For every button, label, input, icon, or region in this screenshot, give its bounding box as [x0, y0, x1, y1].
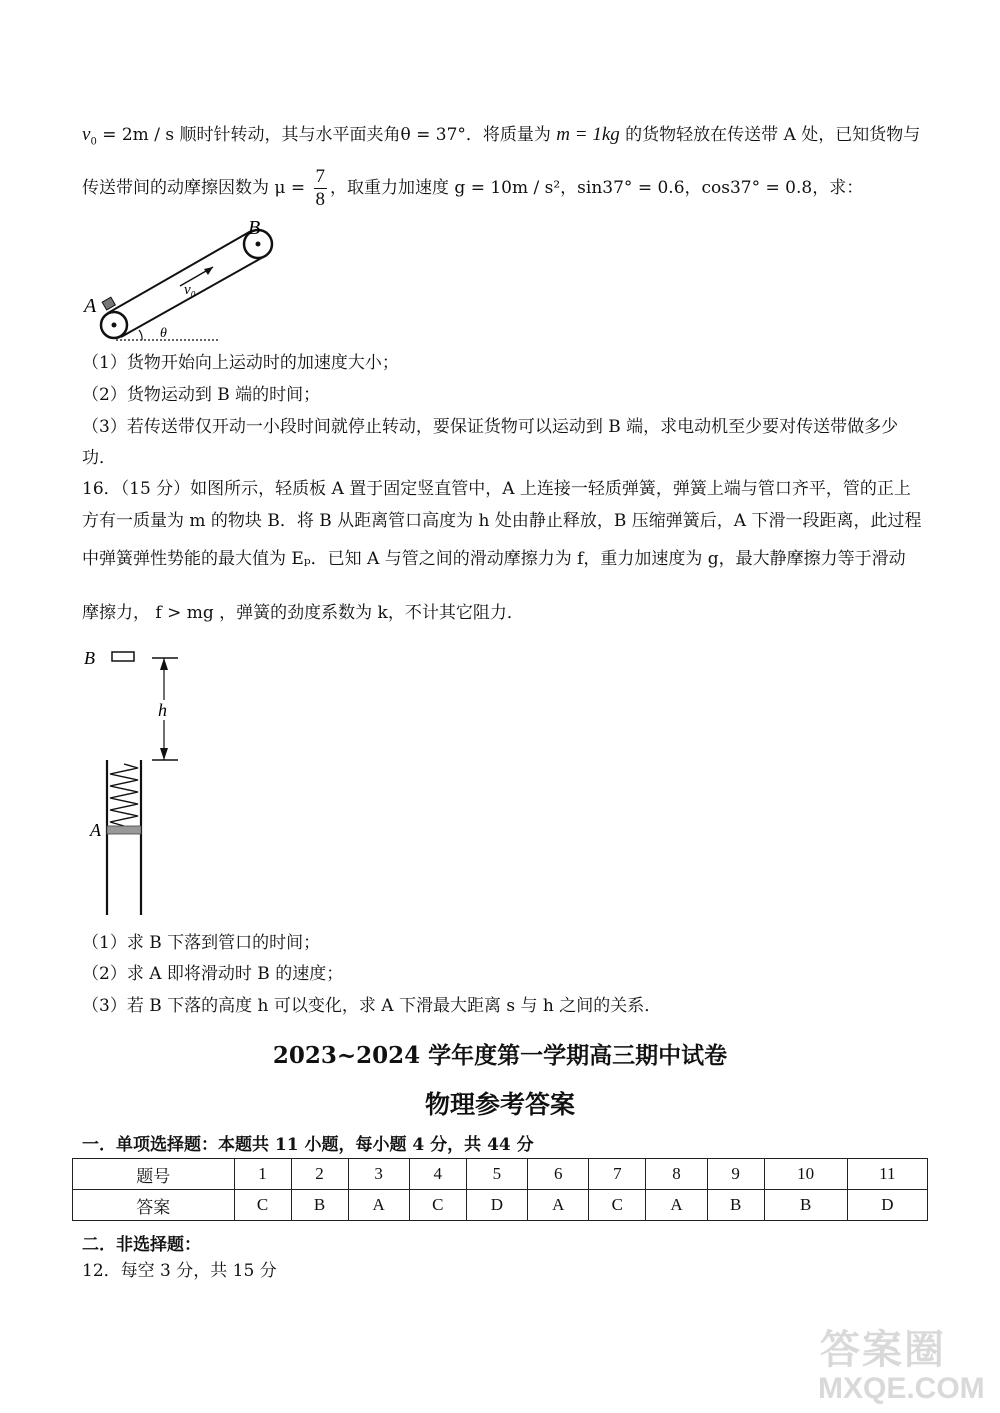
table-cell: 1 — [234, 1159, 291, 1190]
p16-line-2: 方有一质量为 m 的物块 B．将 B 从距离管口高度为 h 处由静止释放，B 压缩弹簧后，A 下滑一段距离，此过程 — [82, 511, 922, 531]
table-cell: B — [764, 1190, 847, 1221]
watermark-bottom: MXQE.COM — [818, 1372, 985, 1405]
table-cell: C — [234, 1190, 291, 1221]
table-cell: 9 — [707, 1159, 764, 1190]
p16-q3: （3）若 B 下落的高度 h 可以变化，求 A 下滑最大距离 s 与 h 之间的关系． — [82, 996, 662, 1016]
label-b: B — [248, 217, 261, 239]
label-block-b: B — [84, 648, 95, 668]
conveyor-figure — [80, 212, 280, 347]
section-1-heading: 一．单项选择题：本题共 11 小题，每小题 4 分，共 44 分 — [82, 1135, 534, 1155]
plate-a — [107, 826, 141, 834]
tube-spring-figure — [80, 640, 190, 920]
p15-line-2: 传送带间的动摩擦因数为 μ = $\frac{7}{8}$ ，取重力加速度 g = 10m / s²，sin37° = 0.6，cos37° = 0.8，求： — [82, 166, 864, 210]
table-cell: 5 — [466, 1159, 527, 1190]
p15-line-1: $v_0 = 2m / s$ 顺时针转动，其与水平面夹角θ = 37°．将质量为 m = 1kg 的货物轻放在传送带 A 处，已知货物与 — [82, 124, 921, 148]
watermark-top: 答案圈 — [820, 1328, 946, 1372]
label-a: A — [84, 295, 97, 317]
table-cell: B — [291, 1190, 348, 1221]
table-cell: 8 — [646, 1159, 707, 1190]
table-cell: D — [466, 1190, 527, 1221]
table-cell: A — [646, 1190, 707, 1221]
p15-q3-cont: 功． — [82, 448, 116, 468]
table-cell: D — [847, 1190, 927, 1221]
table-cell: 10 — [764, 1159, 847, 1190]
label-theta: θ — [160, 326, 167, 341]
row-head-answer: 答案 — [73, 1190, 235, 1221]
p15-q3: （3）若传送带仅开动一小段时间就停止转动，要保证货物可以运动到 B 端，求电动机至少要对传送带做多少 — [82, 417, 899, 437]
label-h: h — [158, 700, 167, 720]
table-cell: C — [589, 1190, 646, 1221]
table-cell: A — [528, 1190, 589, 1221]
table-row-numbers — [73, 1159, 928, 1190]
table-cell: 7 — [589, 1159, 646, 1190]
table-cell: 6 — [528, 1159, 589, 1190]
label-plate-a: A — [90, 820, 101, 840]
row-head-number: 题号 — [73, 1159, 235, 1190]
p16-line-1: 16．（15 分）如图所示，轻质板 A 置于固定竖直管中，A 上连接一轻质弹簧，弹簧上端与管口齐平，管的正上 — [82, 479, 911, 499]
answer-table — [72, 1158, 928, 1221]
table-cell: 11 — [847, 1159, 927, 1190]
table-cell: 4 — [409, 1159, 466, 1190]
p15-q1: （1）货物开始向上运动时的加速度大小； — [82, 353, 399, 373]
q12-score: 12．每空 3 分，共 15 分 — [82, 1261, 277, 1281]
answer-title: 2023~2024 学年度第一学期高三期中试卷 — [272, 1042, 728, 1069]
mu-fraction: $\frac{7}{8}$ — [315, 166, 326, 210]
p16-line-4: 摩擦力， f > mg ，弹簧的劲度系数为 k，不计其它阻力． — [82, 603, 524, 623]
table-cell: 2 — [291, 1159, 348, 1190]
table-cell: A — [348, 1190, 409, 1221]
label-v0: v₀ — [184, 282, 196, 298]
p16-q2: （2）求 A 即将滑动时 B 的速度； — [82, 964, 344, 984]
p15-q2: （2）货物运动到 B 端的时间； — [82, 385, 321, 405]
section-2-heading: 二．非选择题： — [82, 1235, 201, 1255]
table-cell: B — [707, 1190, 764, 1221]
table-cell: C — [409, 1190, 466, 1221]
p16-q1: （1）求 B 下落到管口的时间； — [82, 933, 321, 953]
answer-subtitle: 物理参考答案 — [424, 1090, 575, 1119]
table-cell: 3 — [348, 1159, 409, 1190]
block-b — [112, 652, 134, 661]
p16-line-3: 中弹簧弹性势能的最大值为 Eₚ．已知 A 与管之间的滑动摩擦力为 f，重力加速度为 g，最大静摩擦力等于滑动 — [82, 549, 906, 569]
table-row-answers — [73, 1190, 928, 1221]
